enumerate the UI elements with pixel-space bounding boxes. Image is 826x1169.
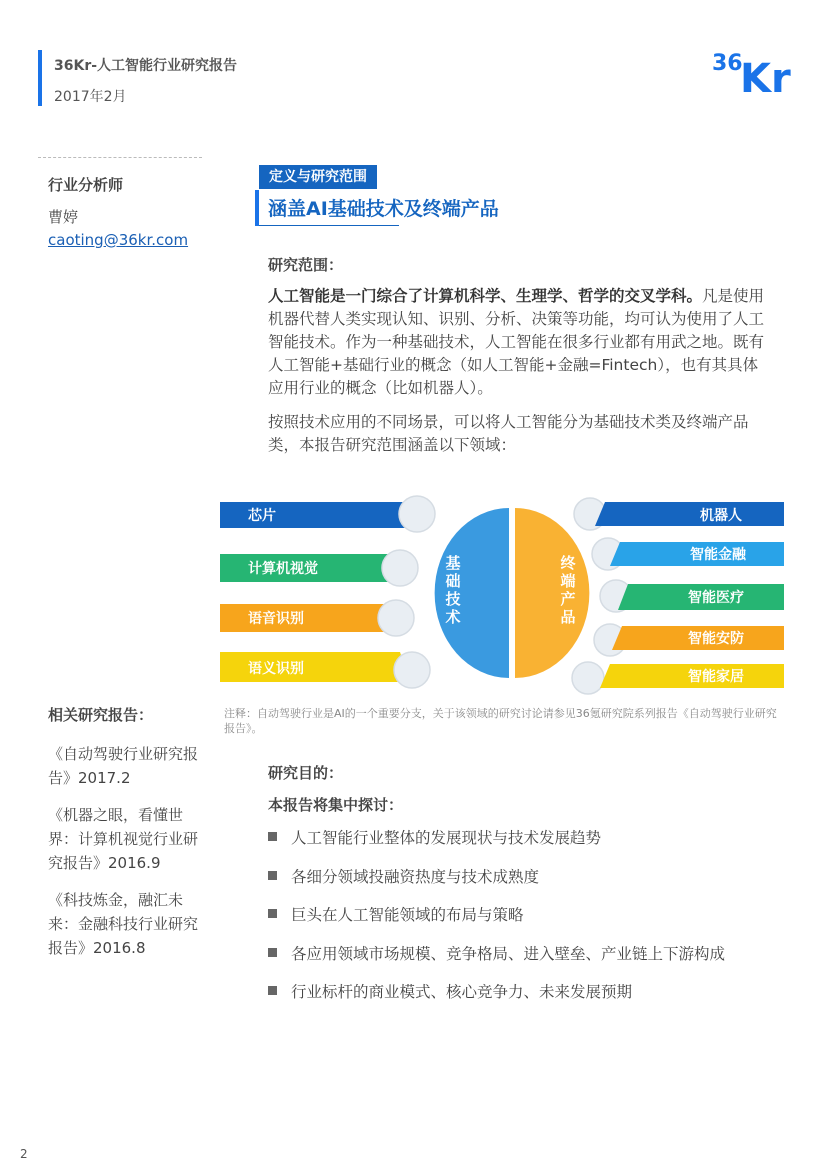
purpose-item-text: 各应用领域市场规模、竞争格局、进入壁垒、产业链上下游构成 <box>291 944 726 963</box>
label-speech: 语音识别 <box>248 611 304 627</box>
report-title: 36Kr-人工智能行业研究报告 <box>54 58 238 74</box>
purpose-item <box>268 980 808 1019</box>
scope-heading: 研究范围： <box>268 256 344 274</box>
purpose-item-text: 人工智能行业整体的发展现状与技术发展趋势 <box>291 829 602 847</box>
bullet-square-icon <box>268 948 277 957</box>
svg-text:Kr: Kr <box>740 56 791 100</box>
diagram-note: 注释：自动驾驶行业是AI的一个重要分支，关于该领域的研究讨论请参见36氪研究院系列报告《自动驾驶行业研究报告》。 <box>224 707 777 735</box>
scope-diagram <box>220 490 786 700</box>
purpose-item-text: 行业标杆的商业模式、核心竞争力、未来发展预期 <box>291 983 633 1001</box>
purpose-item <box>268 942 808 981</box>
related-report-item: 《机器之眼，看懂世界：计算机视觉行业研究报告》2016.9 <box>48 806 199 872</box>
bullet-square-icon <box>268 986 277 995</box>
page-number: 2 <box>20 1147 28 1161</box>
label-medical: 智能医疗 <box>688 590 744 606</box>
banner-speech <box>220 604 400 632</box>
label-home: 智能家居 <box>688 669 744 685</box>
svg-text:36: 36 <box>712 51 743 76</box>
label-chip: 芯片 <box>248 508 276 524</box>
related-reports-list <box>48 742 198 973</box>
label-fintech: 智能金融 <box>690 547 746 563</box>
purpose-item <box>268 826 808 865</box>
label-security: 智能安防 <box>688 631 744 647</box>
sidebar-divider <box>38 157 202 158</box>
right-center-label: 终端产品 <box>560 554 576 626</box>
purpose-item-text: 巨头在人工智能领域的布局与策略 <box>291 906 524 924</box>
left-center-label: 基础技术 <box>445 554 461 626</box>
purpose-subheading: 本报告将集中探讨： <box>268 796 404 814</box>
purpose-item <box>268 865 808 904</box>
scope-paragraph-1 <box>268 285 768 400</box>
label-semantic: 语义识别 <box>248 661 304 677</box>
banner-robot <box>595 502 784 526</box>
scope-paragraph-1-lead: 人工智能是一门综合了计算机科学、生理学、哲学的交叉学科。 <box>268 287 703 305</box>
analyst-name: 曹婷 <box>48 208 79 226</box>
header-accent-bar <box>38 50 42 106</box>
related-report-item: 《自动驾驶行业研究报告》2017.2 <box>48 745 199 787</box>
right-half-circle <box>515 508 589 678</box>
label-cv: 计算机视觉 <box>248 561 318 577</box>
analyst-label: 行业分析师 <box>48 176 124 194</box>
purpose-list <box>268 826 808 1019</box>
report-date: 2017年2月 <box>54 89 127 105</box>
bullet-square-icon <box>268 871 277 880</box>
section-badge: 定义与研究范围 <box>259 165 377 189</box>
scope-paragraph-1-body: 凡是使用机器代替人类实现认知、识别、分析、决策等功能，均可认为使用了人工智能技术。作为一种基础技术，人工智能在很多行业都有用武之地。既有人工智能+基础行业的概念（如人工智能+金融=Fintech），也有其具体应用行业的概念（比如机器人）。 <box>268 287 765 397</box>
scope-paragraph-2: 按照技术应用的不同场景，可以将人工智能分为基础技术类及终端产品类，本报告研究范围涵盖以下领域： <box>268 413 749 454</box>
section-underline <box>259 225 399 226</box>
bullet-square-icon <box>268 832 277 841</box>
section-accent-bar <box>255 190 259 226</box>
purpose-item <box>268 903 808 942</box>
purpose-heading: 研究目的： <box>268 764 344 782</box>
label-robot: 机器人 <box>700 508 742 524</box>
related-report-item: 《科技炼金，融汇未来：金融科技行业研究报告》2016.8 <box>48 891 199 957</box>
purpose-item-text: 各细分领域投融资热度与技术成熟度 <box>291 867 540 886</box>
analyst-email-link[interactable]: caoting@36kr.com <box>48 231 189 249</box>
related-reports-label: 相关研究报告： <box>48 706 154 724</box>
section-title: 涵盖AI基础技术及终端产品 <box>268 198 499 220</box>
logo-36kr <box>710 40 800 100</box>
bullet-square-icon <box>268 909 277 918</box>
